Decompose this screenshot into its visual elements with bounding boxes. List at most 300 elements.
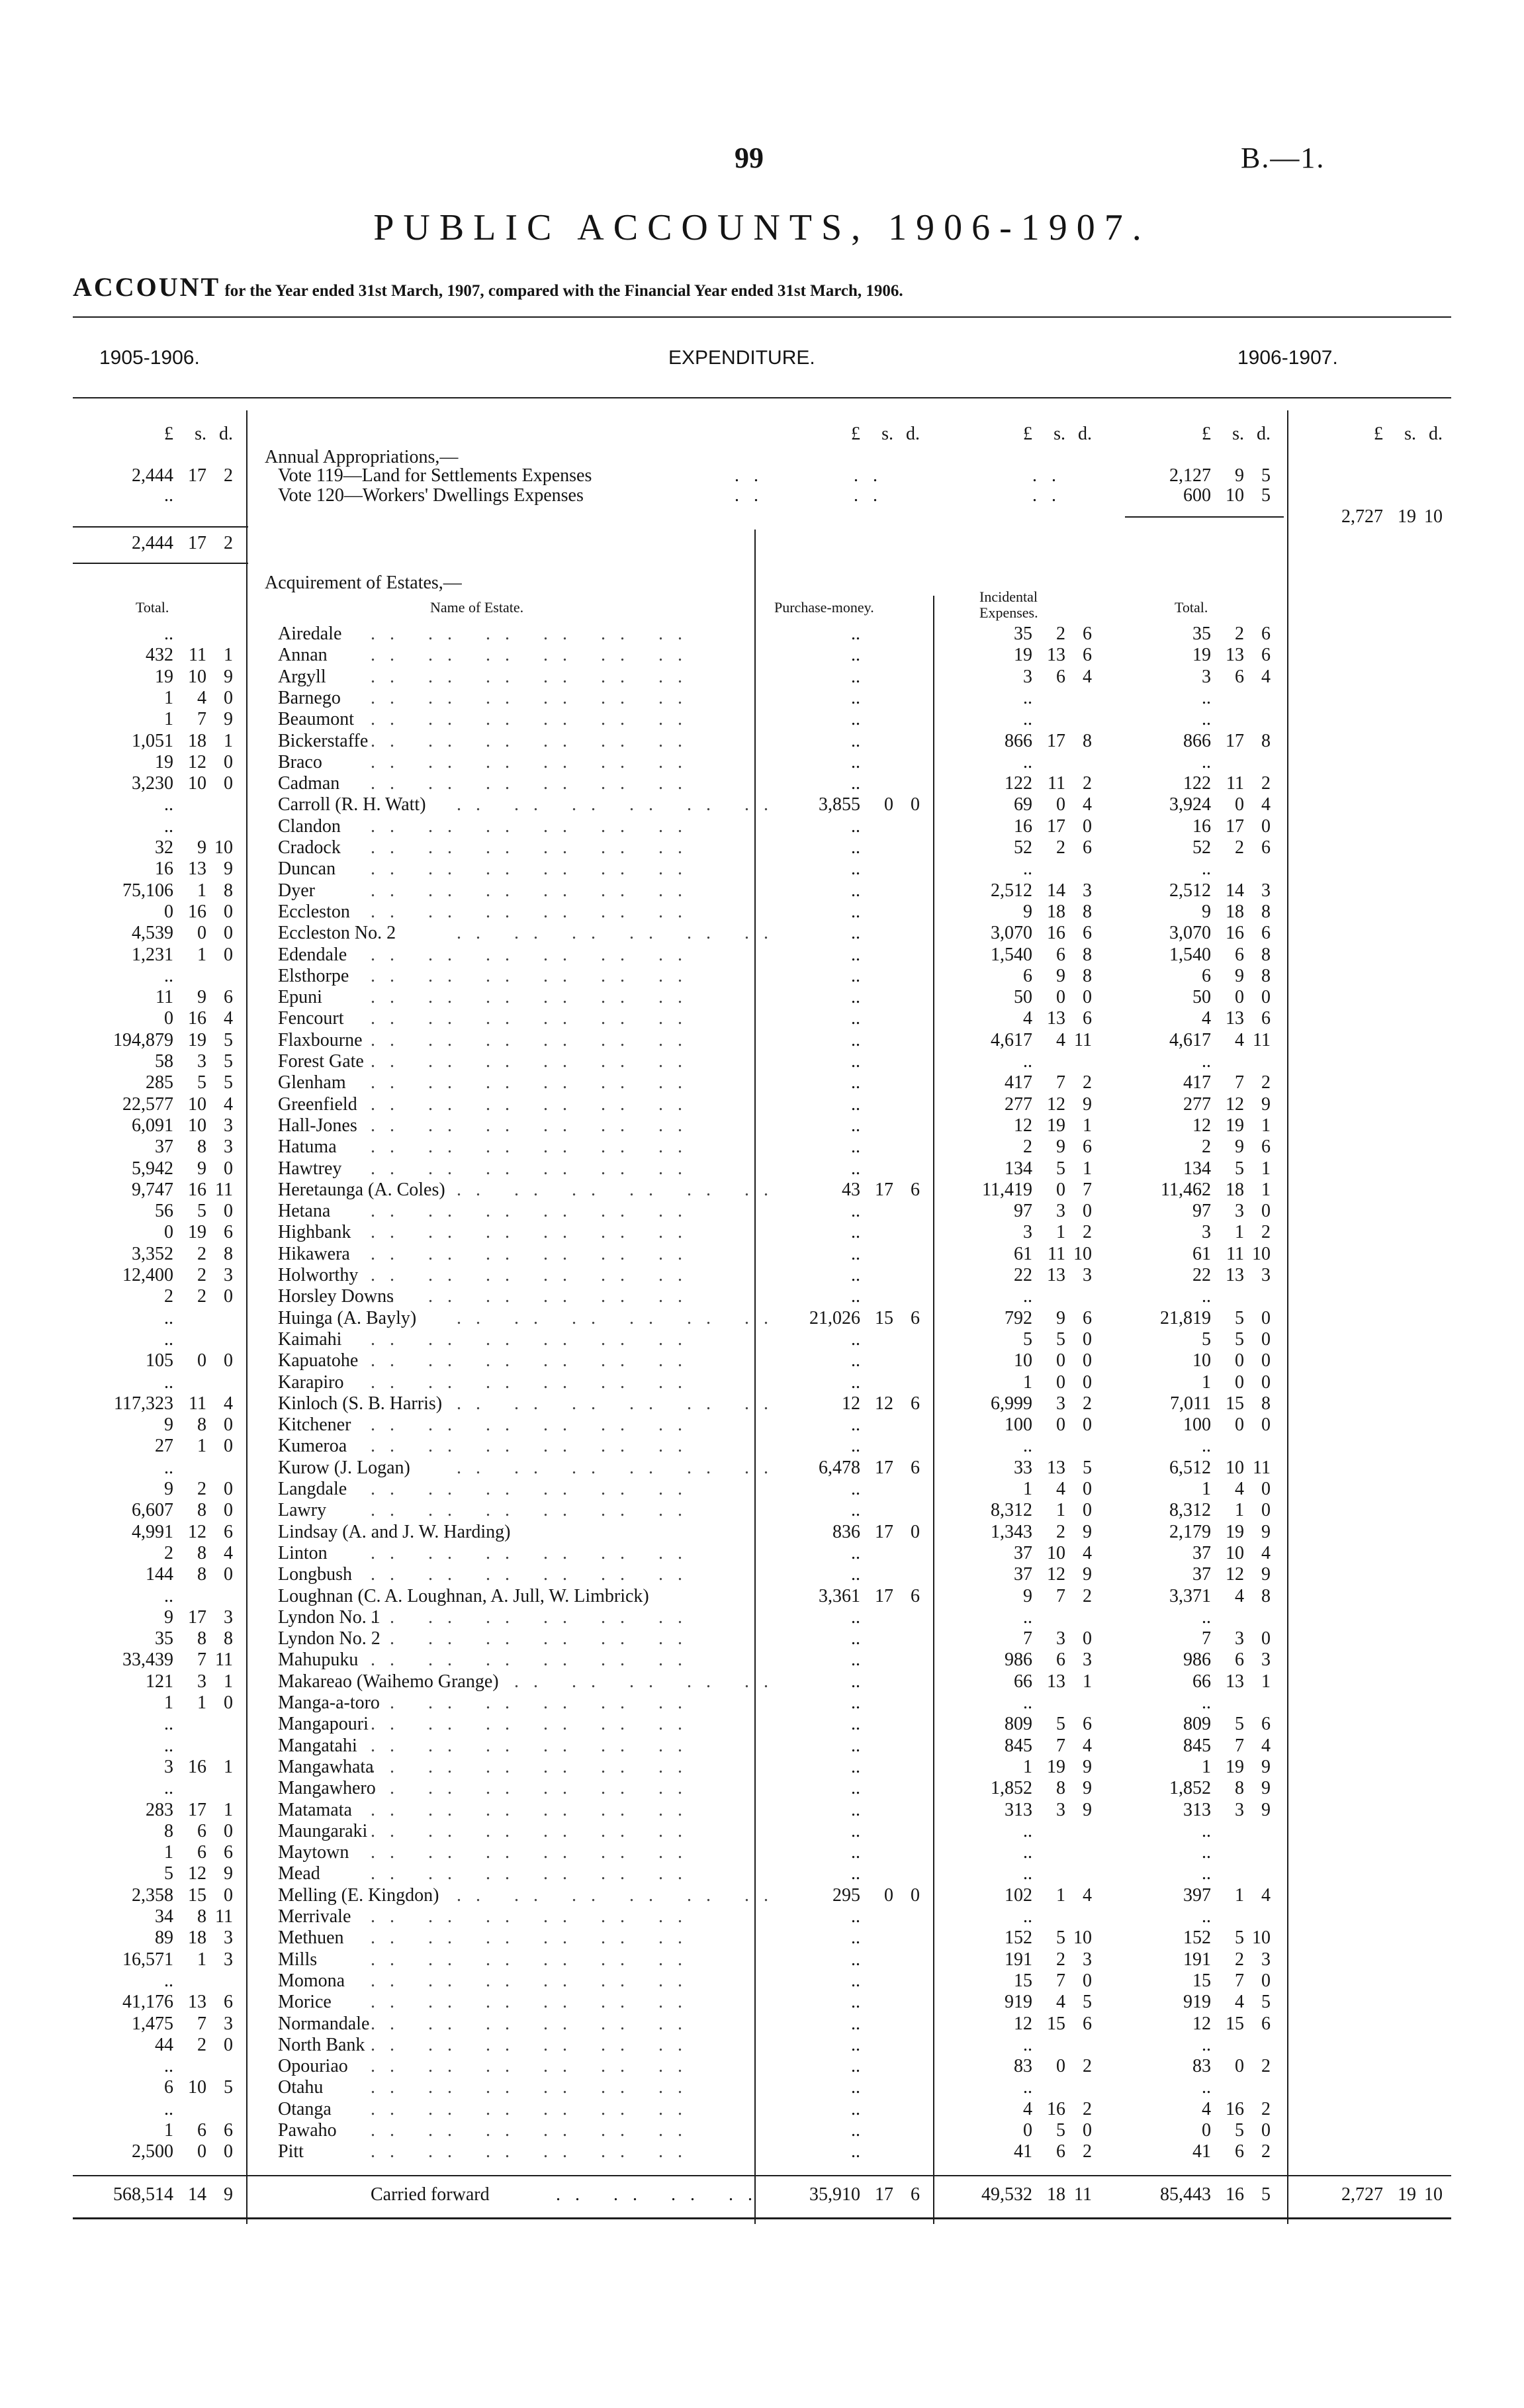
estate-row-51-prev-shillings: 1 bbox=[197, 1692, 206, 1713]
estate-row-50-total-pence: 1 bbox=[1261, 1671, 1271, 1692]
annual-prev-total bbox=[81, 533, 233, 554]
estate-row-42-total-pence: 0 bbox=[1261, 1500, 1271, 1520]
estate-row-60-prev-shillings: 15 bbox=[188, 1885, 206, 1906]
estate-row-2-total-pence: 6 bbox=[1261, 645, 1271, 665]
estate-row-48-incidental-pounds: 7 bbox=[1023, 1628, 1032, 1649]
estate-row-61-prev-pounds: 34 bbox=[155, 1906, 173, 1927]
estate-row-65-prev bbox=[81, 1992, 233, 2013]
estate-row-72-incidental-pence: 2 bbox=[1083, 2141, 1092, 2162]
estate-row-59-name: Mead bbox=[278, 1863, 320, 1884]
estate-row-29-prev bbox=[81, 1222, 233, 1243]
estate-row-27-leader: .. .. .. .. .. .. bbox=[457, 1180, 783, 1200]
estate-row-2-prev bbox=[81, 645, 233, 666]
estate-row-10-purchase-pounds: .. bbox=[851, 816, 860, 837]
estate-row-37-total bbox=[1118, 1393, 1271, 1414]
estate-row-26-prev-pence: 0 bbox=[224, 1158, 233, 1179]
page-title: PUBLIC ACCOUNTS, 1906-1907. bbox=[373, 207, 1151, 248]
estate-row-40-incidental-shillings: 13 bbox=[1047, 1458, 1065, 1478]
estate-row-62-prev bbox=[81, 1927, 233, 1949]
estate-row-33-incidental-shillings: 9 bbox=[1056, 1308, 1065, 1328]
estate-row-61-incidental-pounds: .. bbox=[1023, 1906, 1032, 1927]
estate-row-16-prev bbox=[81, 945, 233, 966]
estate-row-54-total bbox=[1118, 1757, 1271, 1778]
estate-row-19-prev-pounds: 0 bbox=[164, 1008, 173, 1029]
estate-row-32-incidental-pounds: .. bbox=[1023, 1286, 1032, 1307]
estate-row-63-incidental-pounds: 191 bbox=[1005, 1949, 1032, 1970]
estate-row-24-name: Hall-Jones bbox=[278, 1115, 357, 1136]
estate-row-21-total bbox=[1118, 1051, 1271, 1072]
document-reference: B.—1. bbox=[1241, 142, 1325, 174]
estate-row-45-prev-pence: 0 bbox=[224, 1564, 233, 1585]
estate-row-46-purchase-pounds: 3,361 bbox=[819, 1586, 860, 1606]
estate-row-8-total-pounds: 122 bbox=[1183, 773, 1211, 794]
estate-row-12-purchase-pounds: .. bbox=[851, 858, 860, 879]
estate-row-27-total-pence: 1 bbox=[1261, 1180, 1271, 1200]
estate-row-56-prev bbox=[81, 1800, 233, 1821]
estate-row-58-total-pounds: .. bbox=[1202, 1842, 1211, 1863]
estate-row-15-total-shillings: 16 bbox=[1226, 923, 1244, 943]
estate-row-61-total-pounds: .. bbox=[1202, 1906, 1211, 1927]
estate-row-29-prev-shillings: 19 bbox=[188, 1222, 206, 1242]
estate-row-50-prev bbox=[81, 1671, 233, 1692]
estate-row-8-prev-pence: 0 bbox=[224, 773, 233, 794]
estate-row-37-purchase-pence: 6 bbox=[911, 1393, 920, 1414]
estate-row-35-incidental bbox=[940, 1350, 1092, 1371]
estate-row-7-incidental bbox=[940, 752, 1092, 773]
estate-row-54-total-pounds: 1 bbox=[1202, 1757, 1211, 1777]
estate-row-48-total-shillings: 3 bbox=[1235, 1628, 1244, 1649]
estate-row-1-purchase-pounds: .. bbox=[851, 624, 860, 644]
estate-row-15-total bbox=[1118, 923, 1271, 944]
estate-row-4-prev-pounds: 1 bbox=[164, 688, 173, 708]
estate-row-63-total bbox=[1118, 1949, 1271, 1970]
estate-row-32-total-pounds: .. bbox=[1202, 1286, 1211, 1307]
estate-row-48-prev bbox=[81, 1628, 233, 1649]
estate-row-62-incidental-pence: 10 bbox=[1073, 1927, 1092, 1948]
estate-row-43-purchase-pounds: 836 bbox=[832, 1522, 860, 1542]
estate-row-51-incidental-pounds: .. bbox=[1023, 1692, 1032, 1713]
estate-row-42-incidental-shillings: 1 bbox=[1056, 1500, 1065, 1520]
estate-row-62-leader: .. .. .. .. .. .. bbox=[371, 1927, 697, 1948]
currency-header-incidental-shillings: s. bbox=[1053, 424, 1065, 444]
estate-row-67-total-pounds: .. bbox=[1202, 2035, 1211, 2055]
estate-row-10-total-pounds: 16 bbox=[1192, 816, 1211, 837]
estate-row-2-purchase bbox=[768, 645, 920, 666]
estate-row-11-purchase bbox=[768, 837, 920, 858]
estate-row-5-total bbox=[1118, 709, 1271, 730]
estate-row-26-incidental-pence: 1 bbox=[1083, 1158, 1092, 1179]
estate-row-22-leader: .. .. .. .. .. .. bbox=[371, 1072, 697, 1093]
estate-row-9-total-pounds: 3,924 bbox=[1169, 794, 1211, 815]
estate-row-49-prev-pence: 11 bbox=[215, 1649, 233, 1670]
estate-row-1-name: Airedale bbox=[278, 624, 342, 644]
estate-row-45-prev-shillings: 8 bbox=[197, 1564, 206, 1585]
estate-row-31-name: Holworthy bbox=[278, 1265, 359, 1285]
estate-row-36-incidental-pence: 0 bbox=[1083, 1372, 1092, 1393]
estate-row-66-prev bbox=[81, 2014, 233, 2035]
estate-row-30-incidental bbox=[940, 1244, 1092, 1265]
estate-row-16-prev-shillings: 1 bbox=[197, 945, 206, 965]
carried-forward-purchase-pounds: 35,910 bbox=[809, 2184, 860, 2205]
estate-row-15-total-pounds: 3,070 bbox=[1169, 923, 1211, 943]
estate-row-31-purchase-pounds: .. bbox=[851, 1265, 860, 1285]
estate-row-14-purchase-pounds: .. bbox=[851, 902, 860, 922]
estate-row-18-total-pence: 0 bbox=[1261, 987, 1271, 1007]
estate-row-15-purchase-pounds: .. bbox=[851, 923, 860, 943]
estate-row-59-prev-pounds: 5 bbox=[164, 1863, 173, 1884]
estate-row-38-incidental bbox=[940, 1414, 1092, 1436]
carried-forward-incidental bbox=[940, 2184, 1092, 2205]
estate-row-63-prev-shillings: 1 bbox=[197, 1949, 206, 1970]
estate-row-13-incidental-pence: 3 bbox=[1083, 880, 1092, 901]
estate-row-19-total bbox=[1118, 1008, 1271, 1029]
estate-row-63-total-shillings: 2 bbox=[1235, 1949, 1244, 1970]
estate-row-28-prev-pence: 0 bbox=[224, 1201, 233, 1221]
estate-row-51-total-pounds: .. bbox=[1202, 1692, 1211, 1713]
estate-row-72-total-shillings: 6 bbox=[1235, 2141, 1244, 2162]
estate-row-43-incidental-shillings: 2 bbox=[1056, 1522, 1065, 1542]
estate-row-42-purchase-pounds: .. bbox=[851, 1500, 860, 1520]
estate-row-28-prev-shillings: 5 bbox=[197, 1201, 206, 1221]
estate-row-15-incidental bbox=[940, 923, 1092, 944]
estate-row-40-total-shillings: 10 bbox=[1226, 1458, 1244, 1478]
estate-row-24-total-pence: 1 bbox=[1261, 1115, 1271, 1136]
vote-prev-1 bbox=[81, 465, 233, 486]
estate-row-66-total-pence: 6 bbox=[1261, 2014, 1271, 2034]
estate-row-18-incidental-pence: 0 bbox=[1083, 987, 1092, 1007]
vote-cur-1-pence: 5 bbox=[1261, 465, 1271, 486]
estate-row-29-name: Highbank bbox=[278, 1222, 351, 1242]
estate-row-17-incidental-pence: 8 bbox=[1083, 966, 1092, 986]
estate-row-45-incidental-shillings: 12 bbox=[1047, 1564, 1065, 1585]
estate-row-60-prev-pounds: 2,358 bbox=[132, 1885, 173, 1906]
estate-row-30-total bbox=[1118, 1244, 1271, 1265]
estate-row-12-prev-shillings: 13 bbox=[188, 858, 206, 879]
estate-row-63-prev-pence: 3 bbox=[224, 1949, 233, 1970]
annual-prev-rule-bottom bbox=[73, 563, 248, 564]
estate-row-37-incidental-shillings: 3 bbox=[1056, 1393, 1065, 1414]
estate-row-64-incidental-pence: 0 bbox=[1083, 1970, 1092, 1991]
estate-row-16-incidental-shillings: 6 bbox=[1056, 945, 1065, 965]
estate-row-52-total-pence: 6 bbox=[1261, 1714, 1271, 1734]
estate-row-72-incidental-pounds: 41 bbox=[1014, 2141, 1032, 2162]
estate-row-18-incidental-pounds: 50 bbox=[1014, 987, 1032, 1007]
estate-row-44-leader: .. .. .. .. .. .. bbox=[371, 1543, 697, 1563]
estate-row-50-prev-shillings: 3 bbox=[197, 1671, 206, 1692]
estate-row-42-name: Lawry bbox=[278, 1500, 327, 1520]
estate-row-55-leader: .. .. .. .. .. .. bbox=[371, 1778, 697, 1798]
estate-row-11-incidental-pence: 6 bbox=[1083, 837, 1092, 858]
estate-row-68-purchase-pounds: .. bbox=[851, 2056, 860, 2076]
estate-row-32-prev-pence: 0 bbox=[224, 1286, 233, 1307]
annual-cur-total bbox=[1290, 506, 1443, 528]
estate-row-35-prev-shillings: 0 bbox=[197, 1350, 206, 1371]
estate-row-52-incidental-pence: 6 bbox=[1083, 1714, 1092, 1734]
estate-row-70-name: Otanga bbox=[278, 2099, 332, 2119]
annual-prev-total-pounds: 2,444 bbox=[132, 533, 173, 553]
estate-row-12-incidental-pounds: .. bbox=[1023, 858, 1032, 879]
estate-row-54-incidental-shillings: 19 bbox=[1047, 1757, 1065, 1777]
estate-row-14-incidental-pounds: 9 bbox=[1023, 902, 1032, 922]
estate-row-1-incidental-pounds: 35 bbox=[1014, 624, 1032, 644]
estate-row-53-incidental-shillings: 7 bbox=[1056, 1736, 1065, 1756]
estate-row-7-prev-pence: 0 bbox=[224, 752, 233, 772]
estate-row-60-total bbox=[1118, 1885, 1271, 1906]
estate-row-4-purchase-pounds: .. bbox=[851, 688, 860, 708]
carried-forward-incidental-pence: 11 bbox=[1074, 2184, 1092, 2205]
estate-row-67-purchase-pounds: .. bbox=[851, 2035, 860, 2055]
estate-row-55-total-shillings: 8 bbox=[1235, 1778, 1244, 1798]
estate-row-55-name: Mangawhero bbox=[278, 1778, 376, 1798]
estate-row-40-incidental-pence: 5 bbox=[1083, 1458, 1092, 1478]
carried-forward-prev bbox=[81, 2184, 233, 2205]
estate-row-13-leader: .. .. .. .. .. .. bbox=[371, 880, 697, 901]
estate-row-11-total-shillings: 2 bbox=[1235, 837, 1244, 858]
estate-row-35-total-pence: 0 bbox=[1261, 1350, 1271, 1371]
estate-row-65-total-pence: 5 bbox=[1261, 1992, 1271, 2012]
estate-row-64-total bbox=[1118, 1970, 1271, 1992]
estate-row-28-incidental-pounds: 97 bbox=[1014, 1201, 1032, 1221]
estate-row-40-total-pounds: 6,512 bbox=[1169, 1458, 1211, 1478]
estate-row-56-incidental-pence: 9 bbox=[1083, 1800, 1092, 1820]
estate-row-41-total-pence: 0 bbox=[1261, 1479, 1271, 1499]
estate-row-28-total-pounds: 97 bbox=[1192, 1201, 1211, 1221]
estate-row-9-incidental-shillings: 0 bbox=[1056, 794, 1065, 815]
estate-row-55-incidental-shillings: 8 bbox=[1056, 1778, 1065, 1798]
estate-row-10-name: Clandon bbox=[278, 816, 341, 837]
estate-row-8-purchase-pounds: .. bbox=[851, 773, 860, 794]
estate-row-43-purchase bbox=[768, 1522, 920, 1543]
estate-row-66-total bbox=[1118, 2014, 1271, 2035]
estate-row-45-purchase bbox=[768, 1564, 920, 1585]
estate-row-60-total-pence: 4 bbox=[1261, 1885, 1271, 1906]
estate-row-63-purchase-pounds: .. bbox=[851, 1949, 860, 1970]
estate-row-12-total-pounds: .. bbox=[1202, 858, 1211, 879]
annual-cur-rule bbox=[1125, 516, 1284, 518]
estate-row-32-purchase bbox=[768, 1286, 920, 1307]
estate-row-8-incidental-pounds: 122 bbox=[1005, 773, 1032, 794]
estate-row-70-total-pounds: 4 bbox=[1202, 2099, 1211, 2119]
estate-row-30-total-shillings: 11 bbox=[1226, 1244, 1244, 1264]
estate-row-9-incidental-pounds: 69 bbox=[1014, 794, 1032, 815]
estate-row-72-total-pence: 2 bbox=[1261, 2141, 1271, 2162]
carried-forward-grand-shillings: 19 bbox=[1398, 2184, 1416, 2205]
estate-row-71-prev-pence: 6 bbox=[224, 2120, 233, 2141]
estate-row-38-incidental-shillings: 0 bbox=[1056, 1414, 1065, 1435]
estate-row-41-total-shillings: 4 bbox=[1235, 1479, 1244, 1499]
estate-row-47-purchase bbox=[768, 1607, 920, 1628]
estate-row-30-prev-pounds: 3,352 bbox=[132, 1244, 173, 1264]
estate-row-41-incidental bbox=[940, 1479, 1092, 1500]
estate-row-70-prev bbox=[81, 2099, 233, 2120]
estate-row-64-purchase bbox=[768, 1970, 920, 1992]
estate-row-56-total-pence: 9 bbox=[1261, 1800, 1271, 1820]
estate-row-34-incidental-pounds: 5 bbox=[1023, 1329, 1032, 1350]
currency-header-incidental-pounds: £ bbox=[1023, 424, 1032, 444]
estate-row-48-incidental bbox=[940, 1628, 1092, 1649]
estate-row-27-prev-shillings: 16 bbox=[188, 1180, 206, 1200]
vote-inc-1: .. bbox=[1032, 465, 1071, 486]
estate-row-17-total bbox=[1118, 966, 1271, 987]
estate-row-5-prev bbox=[81, 709, 233, 730]
estate-row-58-prev-pence: 6 bbox=[224, 1842, 233, 1863]
col-rule-grand bbox=[1287, 410, 1288, 2224]
estate-row-65-purchase bbox=[768, 1992, 920, 2013]
estate-row-11-incidental bbox=[940, 837, 1092, 858]
estate-row-31-total bbox=[1118, 1265, 1271, 1286]
estate-row-70-total-shillings: 16 bbox=[1226, 2099, 1244, 2119]
estate-row-44-incidental bbox=[940, 1543, 1092, 1564]
estate-row-35-name: Kapuatohe bbox=[278, 1350, 359, 1371]
estate-row-61-purchase bbox=[768, 1906, 920, 1927]
estate-row-51-prev-pounds: 1 bbox=[164, 1692, 173, 1713]
estate-row-3-total bbox=[1118, 667, 1271, 688]
estate-row-12-prev bbox=[81, 858, 233, 880]
estate-row-44-incidental-pence: 4 bbox=[1083, 1543, 1092, 1563]
estate-row-31-prev-pence: 3 bbox=[224, 1265, 233, 1285]
estate-row-37-leader: .. .. .. .. .. .. bbox=[457, 1393, 783, 1414]
estate-row-60-incidental-shillings: 1 bbox=[1056, 1885, 1065, 1906]
estate-row-6-incidental bbox=[940, 731, 1092, 752]
vote-cur-2-pounds: 600 bbox=[1183, 485, 1211, 506]
estate-row-68-incidental-pence: 2 bbox=[1083, 2056, 1092, 2076]
estate-row-27-total-pounds: 11,462 bbox=[1161, 1180, 1211, 1200]
estate-row-45-prev bbox=[81, 1564, 233, 1585]
estate-row-24-prev-pence: 3 bbox=[224, 1115, 233, 1136]
estate-row-43-name: Lindsay (A. and J. W. Harding) bbox=[278, 1522, 511, 1542]
estate-row-43-total-pence: 9 bbox=[1261, 1522, 1271, 1542]
estate-row-43-purchase-shillings: 17 bbox=[875, 1522, 893, 1542]
estate-row-28-incidental bbox=[940, 1201, 1092, 1222]
estate-row-67-purchase bbox=[768, 2035, 920, 2056]
estate-row-26-purchase-pounds: .. bbox=[851, 1158, 860, 1179]
estate-row-18-incidental-shillings: 0 bbox=[1056, 987, 1065, 1007]
estate-row-21-incidental bbox=[940, 1051, 1092, 1072]
carried-forward-total bbox=[1118, 2184, 1271, 2205]
vote-cur-2 bbox=[1118, 485, 1271, 506]
estate-row-5-purchase-pounds: .. bbox=[851, 709, 860, 729]
estate-row-69-incidental bbox=[940, 2077, 1092, 2098]
estate-row-55-total-pence: 9 bbox=[1261, 1778, 1271, 1798]
carried-forward-prev-pence: 9 bbox=[224, 2184, 233, 2205]
estate-row-5-incidental bbox=[940, 709, 1092, 730]
estate-row-66-prev-shillings: 7 bbox=[197, 2014, 206, 2034]
estate-row-15-purchase bbox=[768, 923, 920, 944]
estate-row-26-purchase bbox=[768, 1158, 920, 1180]
estate-row-49-total-shillings: 6 bbox=[1235, 1649, 1244, 1670]
estate-row-47-incidental-pounds: .. bbox=[1023, 1607, 1032, 1628]
estate-row-48-purchase bbox=[768, 1628, 920, 1649]
estate-row-28-total bbox=[1118, 1201, 1271, 1222]
estate-row-13-incidental-shillings: 14 bbox=[1047, 880, 1065, 901]
estate-row-4-total-pounds: .. bbox=[1202, 688, 1211, 708]
estate-row-61-leader: .. .. .. .. .. .. bbox=[371, 1906, 697, 1927]
estate-row-12-incidental bbox=[940, 858, 1092, 880]
estate-row-5-total-pounds: .. bbox=[1202, 709, 1211, 729]
estate-row-43-incidental-pence: 9 bbox=[1083, 1522, 1092, 1542]
estate-row-36-incidental-pounds: 1 bbox=[1023, 1372, 1032, 1393]
estate-row-66-incidental-pence: 6 bbox=[1083, 2014, 1092, 2034]
estate-row-8-name: Cadman bbox=[278, 773, 340, 794]
estate-row-67-leader: .. .. .. .. .. .. bbox=[371, 2035, 697, 2055]
estate-row-38-prev-pence: 0 bbox=[224, 1414, 233, 1435]
estate-row-27-purchase bbox=[768, 1180, 920, 1201]
estate-row-45-total-pence: 9 bbox=[1261, 1564, 1271, 1585]
estate-row-6-prev-pounds: 1,051 bbox=[132, 731, 173, 751]
estate-row-42-total-shillings: 1 bbox=[1235, 1500, 1244, 1520]
estate-row-17-total-pence: 8 bbox=[1261, 966, 1271, 986]
estate-row-15-incidental-pounds: 3,070 bbox=[991, 923, 1032, 943]
estate-row-67-incidental bbox=[940, 2035, 1092, 2056]
estate-row-9-name: Carroll (R. H. Watt) bbox=[278, 794, 426, 815]
estate-row-49-incidental bbox=[940, 1649, 1092, 1671]
estate-row-19-leader: .. .. .. .. .. .. bbox=[371, 1008, 697, 1029]
estate-row-23-total bbox=[1118, 1094, 1271, 1115]
estate-row-61-purchase-pounds: .. bbox=[851, 1906, 860, 1927]
estate-row-27-purchase-pence: 6 bbox=[911, 1180, 920, 1200]
estate-row-13-incidental bbox=[940, 880, 1092, 902]
estate-row-31-incidental-pence: 3 bbox=[1083, 1265, 1092, 1285]
estate-row-15-leader: .. .. .. .. .. .. bbox=[457, 923, 783, 943]
estate-row-35-leader: .. .. .. .. .. .. bbox=[371, 1350, 697, 1371]
estate-row-47-prev bbox=[81, 1607, 233, 1628]
estate-row-30-prev-pence: 8 bbox=[224, 1244, 233, 1264]
estate-row-43-prev-shillings: 12 bbox=[188, 1522, 206, 1542]
estate-row-40-incidental bbox=[940, 1458, 1092, 1479]
estate-row-66-name: Normandale bbox=[278, 2014, 370, 2034]
estate-row-68-leader: .. .. .. .. .. .. bbox=[371, 2056, 697, 2076]
estate-row-55-prev-pounds: .. bbox=[164, 1778, 173, 1798]
estate-row-41-prev-shillings: 2 bbox=[197, 1479, 206, 1499]
estate-row-63-total-pounds: 191 bbox=[1183, 1949, 1211, 1970]
estate-row-34-total-pounds: 5 bbox=[1202, 1329, 1211, 1350]
estate-row-2-total bbox=[1118, 645, 1271, 666]
estate-row-25-incidental bbox=[940, 1136, 1092, 1158]
col-incidental-expenses: Incidental Expenses. bbox=[979, 588, 1038, 621]
estate-row-39-purchase-pounds: .. bbox=[851, 1436, 860, 1456]
estate-row-46-prev-pounds: .. bbox=[164, 1586, 173, 1606]
estate-row-25-prev-pence: 3 bbox=[224, 1136, 233, 1157]
estate-row-44-total-shillings: 10 bbox=[1226, 1543, 1244, 1563]
estate-row-38-prev-pounds: 9 bbox=[164, 1414, 173, 1435]
estate-row-17-incidental-shillings: 9 bbox=[1056, 966, 1065, 986]
estate-row-10-total-pence: 0 bbox=[1261, 816, 1271, 837]
estate-row-16-total-pounds: 1,540 bbox=[1169, 945, 1211, 965]
estate-row-69-prev-pounds: 6 bbox=[164, 2077, 173, 2098]
estate-row-43-prev-pence: 6 bbox=[224, 1522, 233, 1542]
estate-row-52-total bbox=[1118, 1714, 1271, 1735]
estate-row-62-prev-pounds: 89 bbox=[155, 1927, 173, 1948]
estate-row-66-purchase-pounds: .. bbox=[851, 2014, 860, 2034]
estate-row-36-prev-pounds: .. bbox=[164, 1372, 173, 1393]
estate-row-43-incidental-pounds: 1,343 bbox=[991, 1522, 1032, 1542]
estate-row-52-total-shillings: 5 bbox=[1235, 1714, 1244, 1734]
estate-row-3-total-pounds: 3 bbox=[1202, 667, 1211, 687]
estate-row-50-prev-pence: 1 bbox=[224, 1671, 233, 1692]
estate-row-7-total bbox=[1118, 752, 1271, 773]
estate-row-11-leader: .. .. .. .. .. .. bbox=[371, 837, 697, 858]
estate-row-47-total bbox=[1118, 1607, 1271, 1628]
estate-row-16-total-shillings: 6 bbox=[1235, 945, 1244, 965]
estate-row-55-purchase-pounds: .. bbox=[851, 1778, 860, 1798]
estate-row-49-purchase-pounds: .. bbox=[851, 1649, 860, 1670]
estate-row-50-incidental-shillings: 13 bbox=[1047, 1671, 1065, 1692]
estate-row-52-prev-pounds: .. bbox=[164, 1714, 173, 1734]
estate-row-29-incidental bbox=[940, 1222, 1092, 1243]
estate-row-25-name: Hatuma bbox=[278, 1136, 337, 1157]
estate-row-62-total bbox=[1118, 1927, 1271, 1949]
estate-row-15-name: Eccleston No. 2 bbox=[278, 923, 396, 943]
